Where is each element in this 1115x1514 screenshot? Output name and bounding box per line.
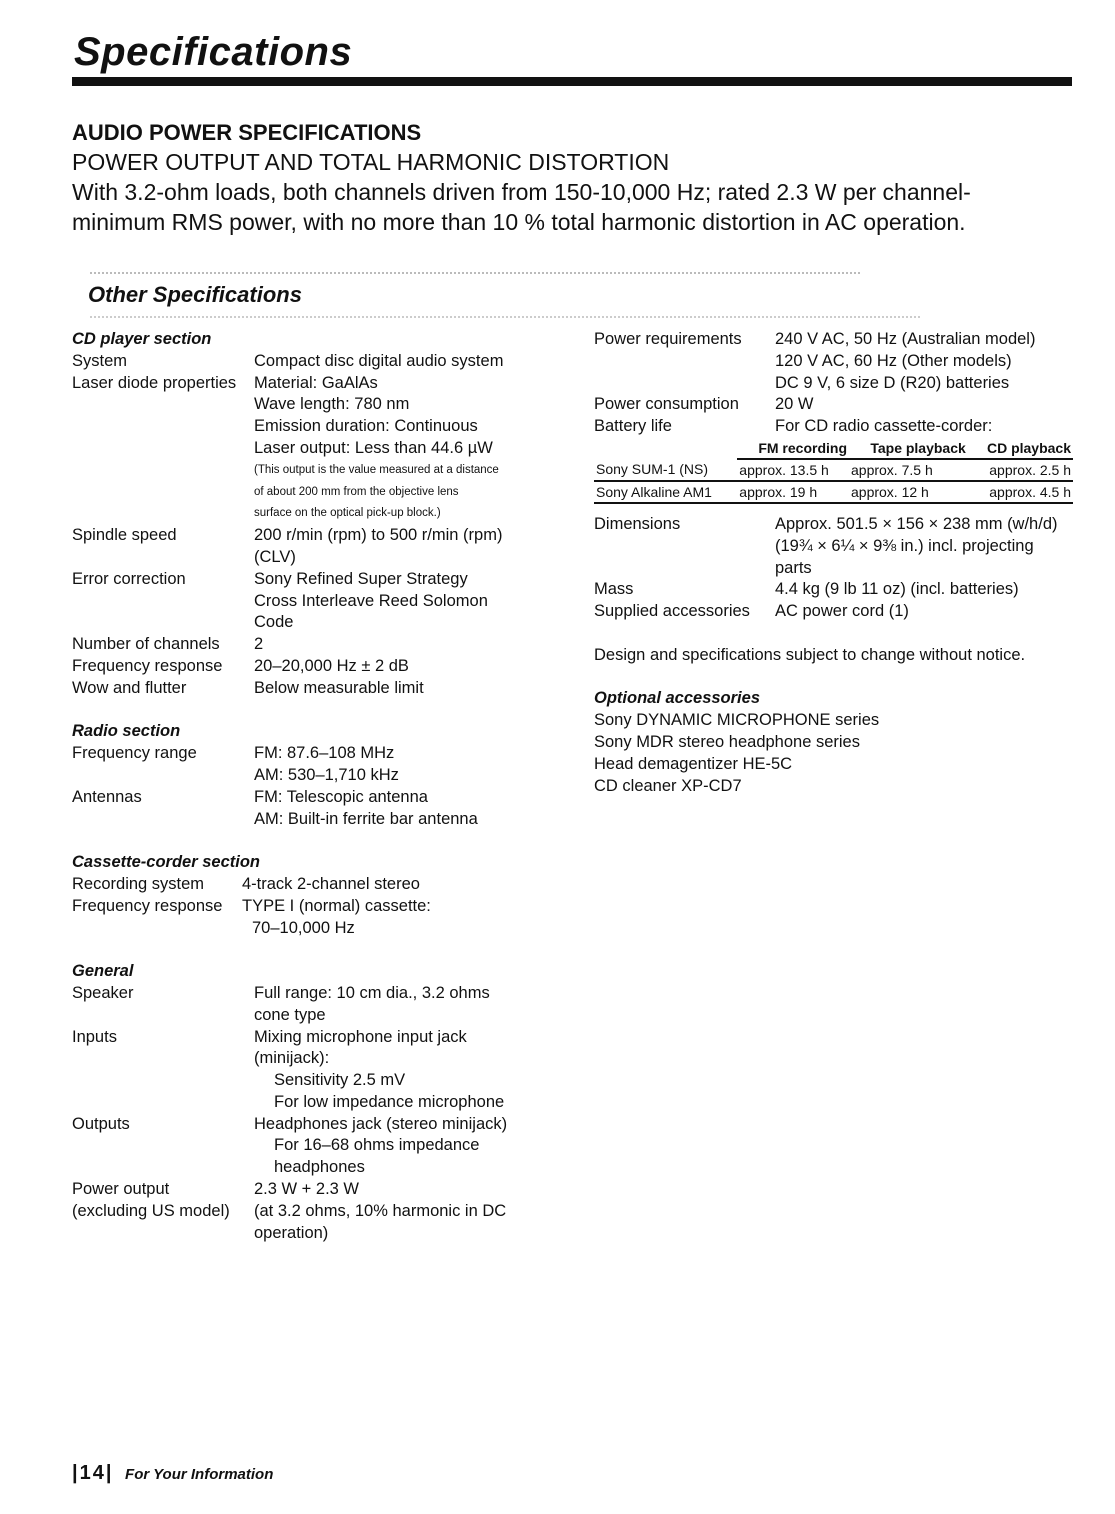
spec-value-line: FM: 87.6–108 MHz xyxy=(254,744,395,763)
audio-power-subheading: POWER OUTPUT AND TOTAL HARMONIC DISTORTION xyxy=(72,149,670,175)
spec-label-line: (excluding US model) xyxy=(72,1201,230,1220)
spec-value-line: Full range: 10 cm dia., 3.2 ohms xyxy=(254,983,490,1002)
spec-row-wow-flutter xyxy=(72,678,542,700)
spec-row-supplied-accessories xyxy=(594,601,1074,623)
spec-value-line: Mixing microphone input jack xyxy=(254,1027,467,1046)
cassette-section-heading: Cassette-corder section xyxy=(72,853,260,872)
spec-value xyxy=(775,329,1074,394)
spec-value xyxy=(254,569,542,634)
spec-label: Power requirements xyxy=(594,330,742,348)
spec-value xyxy=(254,743,542,787)
spec-label xyxy=(72,1179,254,1244)
spec-row-outputs xyxy=(72,1114,542,1179)
spec-value xyxy=(254,1179,542,1244)
spec-row-system xyxy=(72,351,542,373)
audio-power-heading: AUDIO POWER SPECIFICATIONS xyxy=(72,120,422,145)
spec-row-frequency-range xyxy=(72,743,542,787)
spec-value-line: Code xyxy=(254,613,294,632)
table-cell: approx. 7.5 h xyxy=(849,459,968,481)
table-row xyxy=(594,459,1073,481)
spec-value-line: cone type xyxy=(254,1005,326,1024)
spec-value: Compact disc digital audio system xyxy=(254,351,504,370)
table-header-cell: Tape playback xyxy=(849,438,968,459)
spec-label: Mass xyxy=(594,580,634,599)
spec-label: Power consumption xyxy=(594,395,739,414)
title-rule xyxy=(72,77,1072,86)
table-header-cell xyxy=(594,438,737,459)
spec-value-line: Headphones jack (stereo minijack) xyxy=(254,1114,508,1133)
list-item: Head demagentizer HE-5C xyxy=(594,754,793,773)
spec-label: Number of channels xyxy=(72,635,220,654)
dotted-divider xyxy=(90,272,860,278)
battery-life-table xyxy=(594,438,1073,504)
page-title: Specifications xyxy=(74,30,353,74)
spec-label: Outputs xyxy=(72,1114,130,1133)
table-row xyxy=(594,481,1073,503)
dotted-divider xyxy=(90,316,920,322)
list-item: Sony MDR stereo headphone series xyxy=(594,732,860,751)
spec-value: Below measurable limit xyxy=(254,678,424,697)
spec-label: Frequency response xyxy=(72,896,223,915)
list-item: Sony DYNAMIC MICROPHONE series xyxy=(594,711,880,730)
spec-value: 20–20,000 Hz ± 2 dB xyxy=(254,656,409,675)
radio-section-heading: Radio section xyxy=(72,722,181,741)
audio-power-body xyxy=(72,177,1032,237)
general-section-heading: General xyxy=(72,962,134,981)
table-cell: approx. 4.5 h xyxy=(968,481,1073,503)
audio-power-body-line: With 3.2-ohm loads, both channels driven from 150-10,000 Hz; rated 2.3 W per channel- xyxy=(72,179,971,205)
table-cell: approx. 19 h xyxy=(737,481,849,503)
laser-note: of about 200 mm from the objective lens xyxy=(254,485,459,498)
spec-row-mass xyxy=(594,579,1074,601)
spec-row-channels xyxy=(72,634,542,656)
spec-row-dimensions xyxy=(594,514,1074,579)
spec-value-line: (at 3.2 ohms, 10% harmonic in DC xyxy=(254,1201,507,1220)
other-specifications-heading: Other Specifications xyxy=(88,282,302,307)
spec-label: Inputs xyxy=(72,1027,117,1046)
spec-value-line: FM: Telescopic antenna xyxy=(254,787,428,806)
optional-accessories-heading: Optional accessories xyxy=(594,689,760,708)
spec-value xyxy=(242,896,542,940)
spec-value-line: 240 V AC, 50 Hz (Australian model) xyxy=(775,330,1036,348)
page-footer xyxy=(72,1462,273,1485)
spec-value-line: 120 V AC, 60 Hz (Other models) xyxy=(775,351,1012,370)
spec-value-line: TYPE I (normal) cassette: xyxy=(242,896,431,915)
table-cell: approx. 2.5 h xyxy=(968,459,1073,481)
spec-value xyxy=(254,525,542,569)
spec-value-line: Laser output: Less than 44.6 µW xyxy=(254,438,493,457)
spec-label: Error correction xyxy=(72,569,186,588)
spacer xyxy=(594,623,1074,645)
spec-value xyxy=(775,514,1074,579)
spec-value xyxy=(254,983,542,1027)
spacer xyxy=(72,700,542,722)
table-header-cell: CD playback xyxy=(968,438,1073,459)
list-item: CD cleaner XP-CD7 xyxy=(594,776,742,795)
spec-value: For CD radio cassette-corder: xyxy=(775,417,993,436)
spec-row-inputs xyxy=(72,1027,542,1114)
spec-label: Speaker xyxy=(72,983,134,1002)
table-header-row xyxy=(594,438,1073,459)
footer-section-label: For Your Information xyxy=(125,1466,274,1483)
spec-value: 2 xyxy=(254,635,264,654)
spec-label: System xyxy=(72,351,128,370)
laser-note: surface on the optical pick-up block.) xyxy=(254,507,441,520)
audio-power-body-line: minimum RMS power, with no more than 10 % total harmonic distortion in AC operation. xyxy=(72,209,966,235)
spec-row-antennas xyxy=(72,787,542,831)
cd-section-heading: CD player section xyxy=(72,330,212,348)
spec-label: Supplied accessories xyxy=(594,602,750,621)
spec-value-line: Sensitivity 2.5 mV xyxy=(274,1071,406,1090)
spec-value-line: 70–10,000 Hz xyxy=(252,918,355,937)
spec-row-power-consumption xyxy=(594,394,1074,416)
spec-value-line: headphones xyxy=(274,1158,365,1177)
table-cell: Sony Alkaline AM1 xyxy=(594,481,737,503)
spec-value xyxy=(254,1027,542,1114)
spec-value-line: Material: GaAlAs xyxy=(254,373,378,392)
spec-row-battery-life xyxy=(594,416,1074,438)
spec-value-line: Wave length: 780 nm xyxy=(254,395,410,414)
spec-label: Spindle speed xyxy=(72,526,177,545)
spec-value-line: AM: 530–1,710 kHz xyxy=(254,765,399,784)
spec-value-line: (minijack): xyxy=(254,1049,330,1068)
spec-value-line: parts xyxy=(775,558,812,577)
spec-row-cassette-frequency xyxy=(72,896,542,940)
spec-value-line: Sony Refined Super Strategy xyxy=(254,569,468,588)
spec-value: 4.4 kg (9 lb 11 oz) (incl. batteries) xyxy=(775,580,1019,599)
spec-row-error-correction xyxy=(72,569,542,634)
spec-label: Dimensions xyxy=(594,514,681,533)
spec-value-line: Emission duration: Continuous xyxy=(254,417,478,436)
table-cell: Sony SUM-1 (NS) xyxy=(594,459,737,481)
spec-value xyxy=(254,1114,542,1179)
spec-value-line: (19¾ × 6¼ × 9⅜ in.) incl. projecting xyxy=(775,536,1034,555)
laser-note: (This output is the value measured at a distance xyxy=(254,463,499,476)
spec-value-line: (CLV) xyxy=(254,547,296,566)
spec-label: Recording system xyxy=(72,874,205,893)
spec-label: Wow and flutter xyxy=(72,678,187,697)
spec-row-spindle xyxy=(72,525,542,569)
table-header-cell: FM recording xyxy=(737,438,849,459)
spec-row-speaker xyxy=(72,983,542,1027)
spacer xyxy=(72,939,542,961)
spec-value-line: 200 r/min (rpm) to 500 r/min (rpm) xyxy=(254,526,503,545)
spacer xyxy=(594,504,1074,514)
table-cell: approx. 13.5 h xyxy=(737,459,849,481)
spec-value-line: Approx. 501.5 × 156 × 238 mm (w/h/d) xyxy=(775,514,1058,533)
spec-row-power-output xyxy=(72,1179,542,1244)
left-spec-column xyxy=(72,329,542,1244)
spec-row-frequency-response xyxy=(72,656,542,678)
spec-value xyxy=(254,787,542,831)
spec-value-line: AM: Built-in ferrite bar antenna xyxy=(254,809,478,828)
spec-value-line: For 16–68 ohms impedance xyxy=(274,1136,480,1155)
right-spec-column xyxy=(594,329,1074,797)
spec-row-recording-system xyxy=(72,874,542,896)
spec-label: Frequency range xyxy=(72,744,197,763)
spec-label: Battery life xyxy=(594,417,672,436)
spec-value xyxy=(254,373,542,526)
design-note: Design and specifications subject to change without notice. xyxy=(594,645,1026,664)
spec-value-line: operation) xyxy=(254,1223,329,1242)
spec-value: AC power cord (1) xyxy=(775,602,909,621)
spec-row-laser xyxy=(72,373,542,526)
page-number: |14| xyxy=(72,1462,114,1484)
spec-label: Frequency response xyxy=(72,656,223,675)
spec-label: Antennas xyxy=(72,787,142,806)
spec-row-power-requirements xyxy=(594,329,1074,394)
table-cell: approx. 12 h xyxy=(849,481,968,503)
spec-value: 4-track 2-channel stereo xyxy=(242,874,420,893)
spec-label: Laser diode properties xyxy=(72,373,237,392)
spec-label-line: Power output xyxy=(72,1180,170,1199)
spacer xyxy=(72,830,542,852)
spec-value-line: For low impedance microphone xyxy=(274,1092,505,1111)
page-number-value: 14 xyxy=(79,1462,106,1484)
spec-value-line: 2.3 W + 2.3 W xyxy=(254,1180,359,1199)
spec-value-line: Cross Interleave Reed Solomon xyxy=(254,591,488,610)
spacer xyxy=(594,667,1074,689)
spec-value: 20 W xyxy=(775,395,814,414)
spec-value-line: DC 9 V, 6 size D (R20) batteries xyxy=(775,373,1010,392)
